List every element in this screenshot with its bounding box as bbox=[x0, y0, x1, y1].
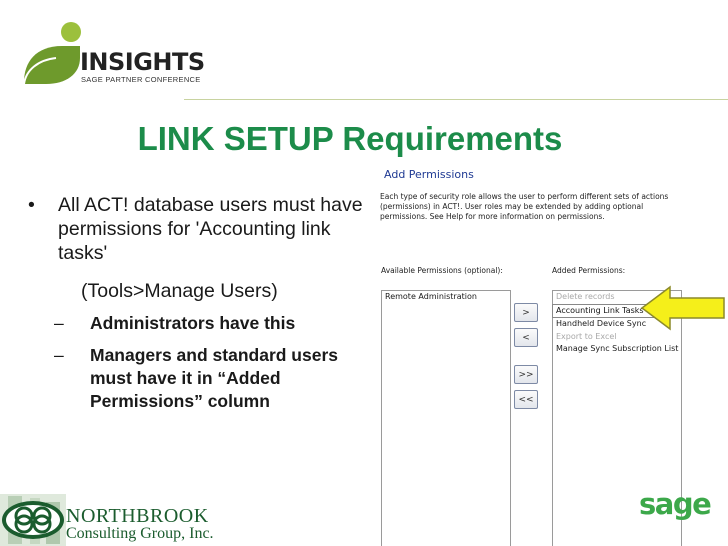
available-permissions-list[interactable] bbox=[381, 290, 511, 546]
add-permission-button[interactable]: > bbox=[514, 303, 538, 322]
sage-logo: sage bbox=[639, 487, 711, 521]
header-divider bbox=[184, 99, 728, 100]
tools-path: (Tools>Manage Users) bbox=[81, 280, 278, 302]
list-item[interactable]: Manage Sync Subscription List bbox=[556, 344, 679, 353]
dialog-title: Add Permissions bbox=[384, 168, 474, 181]
list-item[interactable]: Delete records bbox=[556, 292, 615, 301]
dialog-description: Each type of security role allows the user to perform different sets of actions (permissions) in ACT!. User roles may be extended by adding optional permissions. See Help for more information on permissions. bbox=[380, 192, 669, 221]
available-permissions-label: Available Permissions (optional): bbox=[381, 266, 503, 275]
remove-all-button[interactable]: << bbox=[514, 390, 538, 409]
bullet-list bbox=[28, 193, 363, 413]
remove-permission-button[interactable]: < bbox=[514, 328, 538, 347]
logo-subtitle: SAGE PARTNER CONFERENCE bbox=[81, 75, 201, 84]
list-item[interactable]: Handheld Device Sync bbox=[556, 319, 647, 328]
added-permissions-label: Added Permissions: bbox=[552, 266, 626, 275]
company-subtitle: Consulting Group, Inc. bbox=[66, 525, 214, 542]
leaf-icon bbox=[22, 22, 82, 86]
add-all-button[interactable]: >> bbox=[514, 365, 538, 384]
bullet-marker: • bbox=[28, 194, 35, 216]
sub-bullet-marker: – bbox=[54, 313, 64, 333]
bullet-item bbox=[28, 193, 363, 265]
bullet-text: All ACT! database users must have permissions for 'Accounting link tasks' bbox=[58, 194, 363, 264]
insights-logo bbox=[22, 22, 205, 86]
callout-arrow-icon bbox=[640, 285, 726, 331]
list-item[interactable]: Export to Excel bbox=[556, 331, 617, 341]
slide-title: LINK SETUP Requirements bbox=[137, 120, 563, 157]
sub-bullet-text: Managers and standard users must have it in “Added Permissions” column bbox=[90, 345, 338, 411]
list-item-accounting-link-tasks[interactable]: Accounting Link Tasks bbox=[552, 304, 682, 319]
permissions-dialog-screenshot bbox=[378, 166, 680, 426]
sub-bullet-marker: – bbox=[54, 345, 64, 365]
logo-wordmark: INSIGHTS bbox=[80, 48, 205, 76]
northbrook-logo-icon bbox=[0, 494, 66, 546]
sub-bullet-item bbox=[40, 344, 363, 413]
sub-bullet-text: Administrators have this bbox=[90, 313, 296, 333]
list-item[interactable]: Remote Administration bbox=[385, 292, 477, 301]
sub-bullet-item bbox=[40, 312, 363, 335]
company-name: NORTHBROOK bbox=[66, 505, 209, 527]
